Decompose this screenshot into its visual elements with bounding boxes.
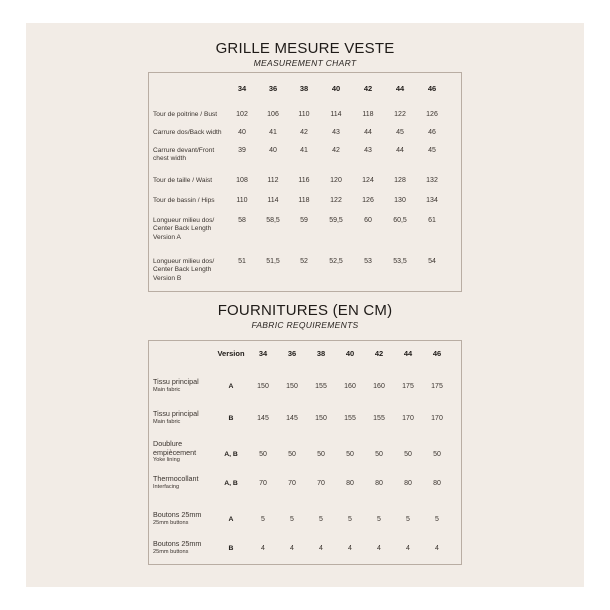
measurement-value: 53,5	[393, 258, 407, 265]
measurement-value: 116	[298, 177, 310, 184]
fabric-value: 4	[348, 545, 352, 552]
measurement-value: 41	[300, 147, 308, 154]
fabric-size-header-38: 38	[316, 349, 326, 358]
measurement-value: 45	[396, 129, 404, 136]
fabric-value: 170	[431, 415, 443, 422]
measurement-value: 45	[428, 147, 436, 154]
label-line: Carrure dos/Back width	[153, 129, 222, 136]
measurement-value: 122	[330, 197, 342, 204]
measurement-value: 110	[236, 197, 248, 204]
size-header-36: 36	[268, 84, 278, 93]
fabric-value: 175	[431, 383, 443, 390]
label-line: Thermocollant	[153, 474, 199, 483]
fabric-value: 50	[317, 451, 325, 458]
version-value: A, B	[224, 480, 238, 487]
fabric-value: 50	[375, 451, 383, 458]
fabric-size-header-42: 42	[374, 349, 384, 358]
fabric-value: 5	[261, 516, 265, 523]
measurement-value: 52,5	[329, 258, 343, 265]
measurement-value: 118	[298, 197, 310, 204]
fabric-title: FOURNITURES (EN CM)	[217, 302, 393, 319]
fabric-value: 4	[290, 545, 294, 552]
measurement-value: 40	[269, 147, 277, 154]
fabric-value: 160	[344, 383, 356, 390]
measurement-value: 112	[267, 177, 279, 184]
label-translation: Main fabric	[153, 386, 181, 393]
fabric-value: 150	[286, 383, 298, 390]
fabric-size-header-40: 40	[345, 349, 355, 358]
fabric-value: 150	[257, 383, 269, 390]
fabric-value: 150	[315, 415, 327, 422]
label-line: Version A	[153, 233, 181, 241]
label-line: Tour de bassin / Hips	[153, 197, 215, 204]
measurement-value: 134	[426, 197, 438, 204]
measurement-value: 43	[364, 147, 372, 154]
measurement-subtitle: MEASUREMENT CHART	[253, 58, 357, 68]
measurement-value: 60,5	[393, 217, 407, 224]
measurement-value: 43	[332, 129, 340, 136]
fabric-value: 4	[261, 545, 265, 552]
fabric-size-header-46: 46	[432, 349, 442, 358]
fabric-value: 170	[402, 415, 414, 422]
measurement-value: 44	[364, 129, 372, 136]
measurement-value: 118	[362, 111, 374, 118]
measurement-value: 132	[426, 177, 438, 184]
version-value: A	[228, 516, 234, 523]
measurement-value: 128	[394, 177, 406, 184]
label-translation: 25mm buttons	[153, 548, 189, 555]
measurement-value: 126	[426, 111, 438, 118]
label-line: Tour de poitrine / Bust	[153, 111, 218, 118]
measurement-value: 51	[238, 258, 246, 265]
fabric-value: 50	[433, 451, 441, 458]
fabric-value: 50	[288, 451, 296, 458]
label-line: Tissu principal	[153, 377, 199, 386]
measurement-value: 40	[238, 129, 246, 136]
label-line: Boutons 25mm	[153, 539, 202, 548]
measurement-value: 52	[300, 258, 308, 265]
label-line: Boutons 25mm	[153, 510, 202, 519]
label-line: Tissu principal	[153, 409, 199, 418]
fabric-size-header-36: 36	[287, 349, 297, 358]
version-value: B	[228, 545, 234, 552]
label-line: chest width	[153, 155, 186, 163]
label-line: Longueur milieu dos/	[153, 258, 215, 265]
measurement-value: 124	[362, 177, 374, 184]
measurement-value: 61	[428, 217, 436, 224]
measurement-value: 126	[362, 197, 374, 204]
fabric-value: 5	[377, 516, 381, 523]
measurement-value: 102	[236, 111, 248, 118]
measurement-value: 53	[364, 258, 372, 265]
measurement-value: 39	[238, 147, 246, 154]
measurement-value: 58	[238, 217, 246, 224]
measurement-title: GRILLE MESURE VESTE	[215, 40, 395, 57]
measurement-value: 60	[364, 217, 372, 224]
fabric-size-header-44: 44	[403, 349, 413, 358]
fabric-value: 80	[346, 480, 354, 487]
size-header-34: 34	[237, 84, 247, 93]
fabric-size-header-34: 34	[258, 349, 268, 358]
version-value: A, B	[224, 451, 238, 458]
measurement-value: 106	[267, 111, 279, 118]
fabric-value: 80	[404, 480, 412, 487]
measurement-value: 41	[269, 129, 277, 136]
fabric-value: 155	[344, 415, 356, 422]
measurement-value: 59	[300, 217, 308, 224]
fabric-value: 155	[373, 415, 385, 422]
size-header-40: 40	[331, 84, 341, 93]
label-line: Center Back Length	[153, 266, 212, 274]
measurement-value: 110	[298, 111, 310, 118]
fabric-value: 155	[315, 383, 327, 390]
label-line: empiècement	[153, 447, 197, 457]
fabric-value: 4	[435, 545, 439, 552]
fabric-value: 50	[259, 451, 267, 458]
measurement-value: 114	[330, 111, 342, 118]
measurement-value: 108	[236, 177, 248, 184]
fabric-value: 5	[435, 516, 439, 523]
measurement-value: 46	[428, 129, 436, 136]
fabric-value: 5	[348, 516, 352, 523]
label-line: Center Back Length	[153, 225, 212, 233]
measurement-value: 130	[394, 197, 406, 204]
size-header-46: 46	[427, 84, 437, 93]
measurement-value: 42	[332, 147, 340, 154]
size-header-42: 42	[363, 84, 373, 93]
fabric-value: 80	[375, 480, 383, 487]
fabric-value: 50	[404, 451, 412, 458]
label-translation: 25mm buttons	[153, 519, 189, 526]
size-header-44: 44	[395, 84, 405, 93]
measurement-value: 58,5	[266, 217, 280, 224]
fabric-value: 145	[286, 415, 298, 422]
measurement-value: 54	[428, 258, 436, 265]
label-line: Version B	[153, 274, 182, 282]
measurement-value: 42	[300, 129, 308, 136]
label-line: Carrure devant/Front	[153, 147, 215, 154]
fabric-value: 4	[319, 545, 323, 552]
fabric-value: 50	[346, 451, 354, 458]
fabric-value: 70	[259, 480, 267, 487]
size-header-38: 38	[299, 84, 309, 93]
fabric-value: 70	[317, 480, 325, 487]
fabric-subtitle: FABRIC REQUIREMENTS	[251, 320, 359, 330]
version-value: A	[228, 383, 234, 390]
measurement-value: 44	[396, 147, 404, 154]
fabric-value: 175	[402, 383, 414, 390]
measurement-value: 114	[267, 197, 279, 204]
label-line: Tour de taille / Waist	[153, 177, 213, 184]
version-value: B	[228, 415, 234, 422]
fabric-value: 5	[406, 516, 410, 523]
label-translation: Yoke lining	[153, 457, 180, 464]
measurement-value: 59,5	[329, 217, 343, 224]
measurement-value: 51,5	[266, 258, 280, 265]
fabric-value: 4	[377, 545, 381, 552]
fabric-value: 5	[319, 516, 323, 523]
fabric-value: 160	[373, 383, 385, 390]
fabric-value: 80	[433, 480, 441, 487]
label-translation: Main fabric	[153, 418, 181, 425]
label-line: Doublure	[153, 439, 183, 448]
measurement-value: 122	[394, 111, 406, 118]
fabric-value: 4	[406, 545, 410, 552]
label-translation: Interfacing	[153, 483, 180, 490]
fabric-value: 5	[290, 516, 294, 523]
label-line: Longueur milieu dos/	[153, 217, 215, 224]
fabric-value: 145	[257, 415, 269, 422]
fabric-value: 70	[288, 480, 296, 487]
version-header: Version	[217, 349, 245, 358]
measurement-value: 120	[330, 177, 342, 184]
